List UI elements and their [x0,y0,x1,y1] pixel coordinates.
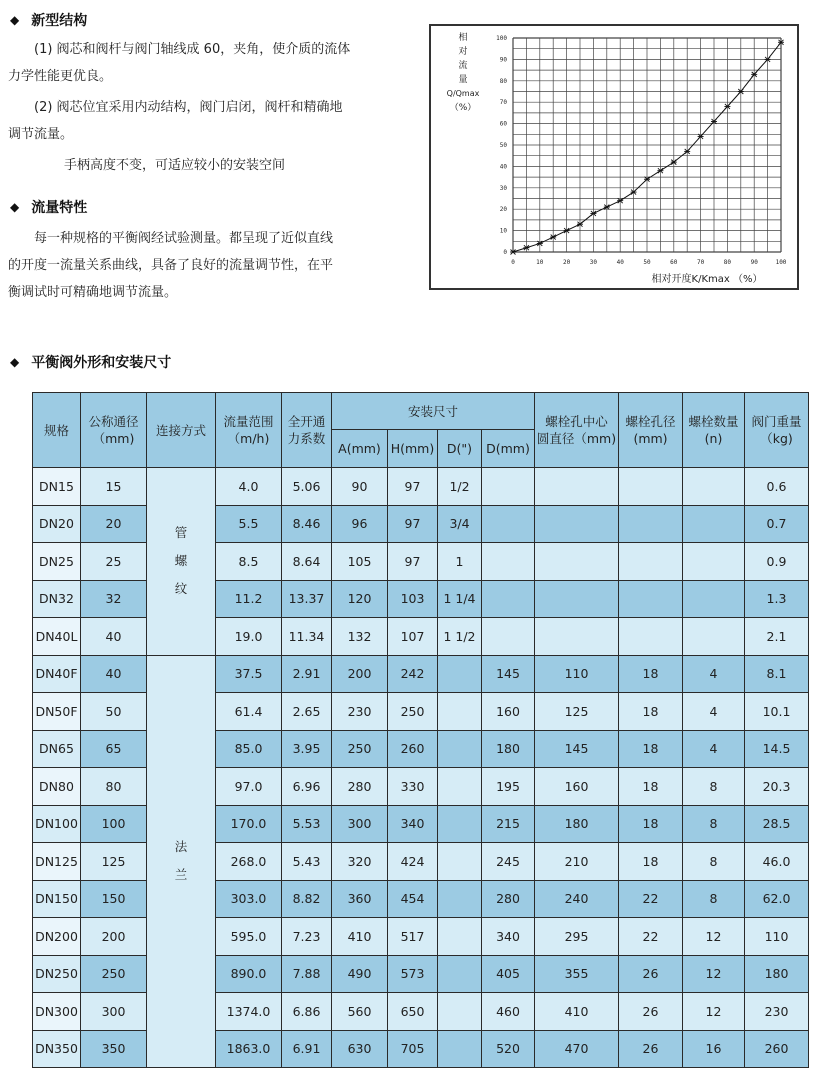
cell-spec: DN250 [33,955,81,993]
cell-d_mm: 215 [482,805,535,843]
cell-bcd: 210 [535,843,619,881]
cell-bcd: 160 [535,768,619,806]
cell-spec: DN100 [33,805,81,843]
connection-char: 法 [174,839,188,855]
header-d-inch: D(") [438,430,482,468]
x-tick-label: 10 [536,259,544,266]
y-axis-label: （%） [449,103,477,113]
cell-d_in: 1 1/4 [438,580,482,618]
connection-threaded [147,468,216,656]
cell-dn: 20 [81,505,147,543]
header-bolt-hole: 螺栓孔径 (mm) [619,393,683,468]
x-tick-label: 100 [775,259,787,266]
cell-dn: 350 [81,1030,147,1068]
cell-bcd: 410 [535,993,619,1031]
cell-w: 230 [745,993,809,1031]
cell-spec: DN125 [33,843,81,881]
cell-flow: 170.0 [216,805,282,843]
cell-bh [619,505,683,543]
cell-a: 96 [332,505,388,543]
flow-title: 流量特性 [31,200,88,216]
cell-w: 8.1 [745,655,809,693]
cell-dn: 25 [81,543,147,581]
cell-kv: 7.88 [282,955,332,993]
cell-bn: 4 [683,693,745,731]
cell-d_in [438,693,482,731]
cell-h: 424 [388,843,438,881]
cell-kv: 11.34 [282,618,332,656]
cell-w: 0.6 [745,468,809,506]
cell-h: 103 [388,580,438,618]
flow-characteristic-chart [429,24,799,290]
y-tick-label: 10 [499,227,507,235]
cell-w: 110 [745,918,809,956]
y-tick-label: 40 [499,163,507,171]
cell-spec: DN350 [33,1030,81,1068]
table-row [33,655,809,693]
cell-d_in [438,768,482,806]
x-tick-label: 60 [670,259,678,266]
cell-bh: 26 [619,1030,683,1068]
cell-bh: 22 [619,918,683,956]
cell-d_in [438,730,482,768]
cell-d_mm: 160 [482,693,535,731]
cell-flow: 97.0 [216,768,282,806]
cell-a: 120 [332,580,388,618]
cell-h: 650 [388,993,438,1031]
cell-d_in: 1 1/2 [438,618,482,656]
cell-spec: DN80 [33,768,81,806]
cell-bcd: 240 [535,880,619,918]
table-title: 平衡阀外形和安装尺寸 [31,355,172,371]
cell-bcd [535,580,619,618]
cell-kv: 6.86 [282,993,332,1031]
header-bolt-count: 螺栓数量 (n) [683,393,745,468]
connection-flanged [147,655,216,1068]
cell-bn [683,505,745,543]
cell-w: 28.5 [745,805,809,843]
cell-bcd: 355 [535,955,619,993]
cell-a: 490 [332,955,388,993]
cell-bn: 12 [683,955,745,993]
cell-bcd: 180 [535,805,619,843]
cell-bcd: 295 [535,918,619,956]
x-tick-label: 50 [643,259,651,266]
connection-char: 管 [174,525,188,541]
cell-d_in [438,805,482,843]
y-tick-label: 70 [499,99,507,107]
cell-bh: 18 [619,843,683,881]
header-flow-range: 流量范围 （m/h) [216,393,282,468]
y-tick-label: 0 [503,249,507,256]
cell-d_mm: 520 [482,1030,535,1068]
cell-d_in [438,1030,482,1068]
cell-a: 630 [332,1030,388,1068]
x-tick-label: 40 [616,259,624,266]
cell-bh: 26 [619,955,683,993]
cell-bh [619,468,683,506]
cell-bn [683,543,745,581]
cell-bcd [535,543,619,581]
table-body [33,468,809,1068]
cell-d_in [438,880,482,918]
cell-d_mm [482,618,535,656]
connection-char: 兰 [174,867,188,883]
cell-h: 340 [388,805,438,843]
cell-spec: DN200 [33,918,81,956]
cell-bcd: 145 [535,730,619,768]
y-axis-label: 量 [458,75,468,85]
cell-flow: 19.0 [216,618,282,656]
cell-d_mm: 280 [482,880,535,918]
diamond-bullet-icon: ◆ [10,355,20,369]
cell-dn: 300 [81,993,147,1031]
header-connection: 连接方式 [147,393,216,468]
cell-d_in [438,843,482,881]
cell-w: 46.0 [745,843,809,881]
cell-d_in [438,955,482,993]
cell-d_mm: 195 [482,768,535,806]
cell-bh: 18 [619,693,683,731]
cell-bcd: 470 [535,1030,619,1068]
cell-bh: 18 [619,768,683,806]
cell-kv: 5.53 [282,805,332,843]
x-tick-label: 20 [562,259,571,266]
cell-spec: DN65 [33,730,81,768]
cell-a: 200 [332,655,388,693]
cell-dn: 200 [81,918,147,956]
table-heading [10,352,171,372]
cell-bn: 16 [683,1030,745,1068]
diamond-bullet-icon: ◆ [10,13,20,27]
cell-spec: DN300 [33,993,81,1031]
x-tick-label: 80 [723,259,732,266]
cell-flow: 85.0 [216,730,282,768]
structure-title: 新型结构 [31,13,88,29]
cell-d_mm: 340 [482,918,535,956]
structure-line-2: 力学性能更优良。 [8,69,113,84]
cell-w: 0.9 [745,543,809,581]
cell-kv: 2.65 [282,693,332,731]
cell-bn: 8 [683,805,745,843]
cell-a: 360 [332,880,388,918]
connection-char: 纹 [174,581,188,597]
cell-h: 260 [388,730,438,768]
cell-bcd [535,618,619,656]
cell-d_mm [482,505,535,543]
cell-w: 260 [745,1030,809,1068]
cell-flow: 8.5 [216,543,282,581]
cell-bcd [535,468,619,506]
cell-a: 230 [332,693,388,731]
cell-a: 560 [332,993,388,1031]
cell-a: 280 [332,768,388,806]
cell-spec: DN20 [33,505,81,543]
cell-bn [683,468,745,506]
cell-bn: 4 [683,730,745,768]
structure-line-5: 手柄高度不变，可适应较小的安装空间 [64,158,286,173]
cell-flow: 890.0 [216,955,282,993]
cell-d_mm: 145 [482,655,535,693]
cell-d_in [438,918,482,956]
cell-bh: 26 [619,993,683,1031]
flow-line-2: 的开度一流量关系曲线，具备了良好的流量调节性，在平 [8,258,334,273]
y-tick-label: 50 [499,142,507,149]
table-row [33,468,809,506]
cell-w: 0.7 [745,505,809,543]
cell-a: 90 [332,468,388,506]
cell-h: 97 [388,505,438,543]
cell-dn: 40 [81,618,147,656]
cell-bn: 8 [683,843,745,881]
cell-dn: 50 [81,693,147,731]
cell-flow: 61.4 [216,693,282,731]
cell-bh [619,618,683,656]
cell-bn: 8 [683,880,745,918]
cell-bh: 18 [619,655,683,693]
cell-kv: 6.91 [282,1030,332,1068]
y-axis-label: 对 [458,47,468,57]
y-tick-label: 60 [499,120,507,128]
cell-kv: 8.46 [282,505,332,543]
cell-d_in [438,993,482,1031]
structure-paragraphs [8,36,418,179]
cell-h: 330 [388,768,438,806]
cell-w: 14.5 [745,730,809,768]
cell-w: 1.3 [745,580,809,618]
flow-line-1: 每一种规格的平衡阀经试验测量。都呈现了近似直线 [34,231,334,246]
cell-d_in [438,655,482,693]
structure-heading [10,10,87,30]
cell-d_mm: 460 [482,993,535,1031]
header-d-mm: D(mm) [482,430,535,468]
cell-w: 180 [745,955,809,993]
connection-char: 螺 [174,553,188,569]
cell-flow: 1863.0 [216,1030,282,1068]
cell-kv: 5.06 [282,468,332,506]
cell-kv: 8.82 [282,880,332,918]
cell-dn: 250 [81,955,147,993]
cell-bh [619,580,683,618]
cell-bn [683,618,745,656]
cell-a: 300 [332,805,388,843]
cell-d_mm: 245 [482,843,535,881]
header-kv: 全开通 力系数 [282,393,332,468]
x-axis-label: 相对开度K/Kmax （%） [651,274,763,285]
cell-bh: 22 [619,880,683,918]
cell-spec: DN40F [33,655,81,693]
structure-line-4: 调节流量。 [8,127,74,142]
flow-heading [10,197,87,217]
cell-dn: 65 [81,730,147,768]
cell-kv: 13.37 [282,580,332,618]
cell-h: 97 [388,543,438,581]
cell-spec: DN150 [33,880,81,918]
cell-flow: 11.2 [216,580,282,618]
cell-bh [619,543,683,581]
cell-flow: 595.0 [216,918,282,956]
cell-d_mm: 405 [482,955,535,993]
cell-h: 250 [388,693,438,731]
header-a: A(mm) [332,430,388,468]
cell-h: 107 [388,618,438,656]
x-tick-label: 0 [511,259,515,266]
cell-bcd: 110 [535,655,619,693]
cell-bh: 18 [619,730,683,768]
cell-kv: 7.23 [282,918,332,956]
cell-flow: 4.0 [216,468,282,506]
cell-a: 132 [332,618,388,656]
x-tick-label: 70 [696,259,705,266]
cell-dn: 80 [81,768,147,806]
cell-h: 705 [388,1030,438,1068]
header-h: H(mm) [388,430,438,468]
cell-flow: 37.5 [216,655,282,693]
cell-bcd: 125 [535,693,619,731]
cell-h: 242 [388,655,438,693]
cell-d_in: 1 [438,543,482,581]
cell-spec: DN25 [33,543,81,581]
header-install-dimensions: 安装尺寸 [332,393,535,430]
cell-d_mm [482,468,535,506]
y-tick-label: 30 [499,184,507,192]
cell-flow: 5.5 [216,505,282,543]
header-bolt-circle: 螺栓孔中心 圆直径（mm) [535,393,619,468]
cell-bn: 4 [683,655,745,693]
cell-spec: DN50F [33,693,81,731]
cell-h: 97 [388,468,438,506]
cell-kv: 2.91 [282,655,332,693]
cell-d_mm: 180 [482,730,535,768]
header-spec: 规格 [33,393,81,468]
cell-spec: DN32 [33,580,81,618]
cell-bn [683,580,745,618]
cell-dn: 15 [81,468,147,506]
cell-spec: DN15 [33,468,81,506]
x-tick-label: 90 [750,259,758,266]
cell-bh: 18 [619,805,683,843]
y-tick-label: 20 [499,206,507,214]
chart-canvas [431,26,797,288]
cell-flow: 1374.0 [216,993,282,1031]
cell-h: 517 [388,918,438,956]
cell-w: 10.1 [745,693,809,731]
y-axis-label: 流 [458,61,468,71]
cell-bn: 8 [683,768,745,806]
y-axis-label: Q/Qmax [446,89,480,98]
flow-paragraphs [8,225,418,306]
cell-w: 20.3 [745,768,809,806]
y-tick-label: 100 [496,35,507,42]
cell-h: 454 [388,880,438,918]
cell-kv: 5.43 [282,843,332,881]
cell-kv: 3.95 [282,730,332,768]
cell-a: 105 [332,543,388,581]
cell-bn: 12 [683,993,745,1031]
cell-dn: 32 [81,580,147,618]
cell-a: 250 [332,730,388,768]
cell-w: 2.1 [745,618,809,656]
y-tick-label: 80 [499,77,507,85]
cell-kv: 6.96 [282,768,332,806]
structure-line-3: (2) 阀芯位宜采用内动结构，阀门启闭，阀杆和精确地 [34,100,343,115]
cell-d_in: 1/2 [438,468,482,506]
cell-kv: 8.64 [282,543,332,581]
x-tick-label: 30 [589,259,598,266]
cell-dn: 125 [81,843,147,881]
cell-flow: 268.0 [216,843,282,881]
y-tick-label: 90 [499,56,507,64]
cell-a: 320 [332,843,388,881]
cell-flow: 303.0 [216,880,282,918]
cell-d_mm [482,580,535,618]
cell-dn: 150 [81,880,147,918]
header-weight: 阀门重量 （kg) [745,393,809,468]
cell-w: 62.0 [745,880,809,918]
valve-dimension-table [32,392,809,1068]
cell-a: 410 [332,918,388,956]
cell-bcd [535,505,619,543]
cell-h: 573 [388,955,438,993]
cell-d_in: 3/4 [438,505,482,543]
cell-dn: 100 [81,805,147,843]
cell-bn: 12 [683,918,745,956]
cell-dn: 40 [81,655,147,693]
cell-spec: DN40L [33,618,81,656]
diamond-bullet-icon: ◆ [10,200,20,214]
y-axis-label: 相 [458,33,468,43]
structure-line-1: (1) 阀芯和阀杆与阀门轴线成 60，夹角，使介质的流体 [34,42,351,57]
cell-d_mm [482,543,535,581]
header-nominal: 公称通径 （mm) [81,393,147,468]
flow-line-3: 衡调试时可精确地调节流量。 [8,285,178,300]
